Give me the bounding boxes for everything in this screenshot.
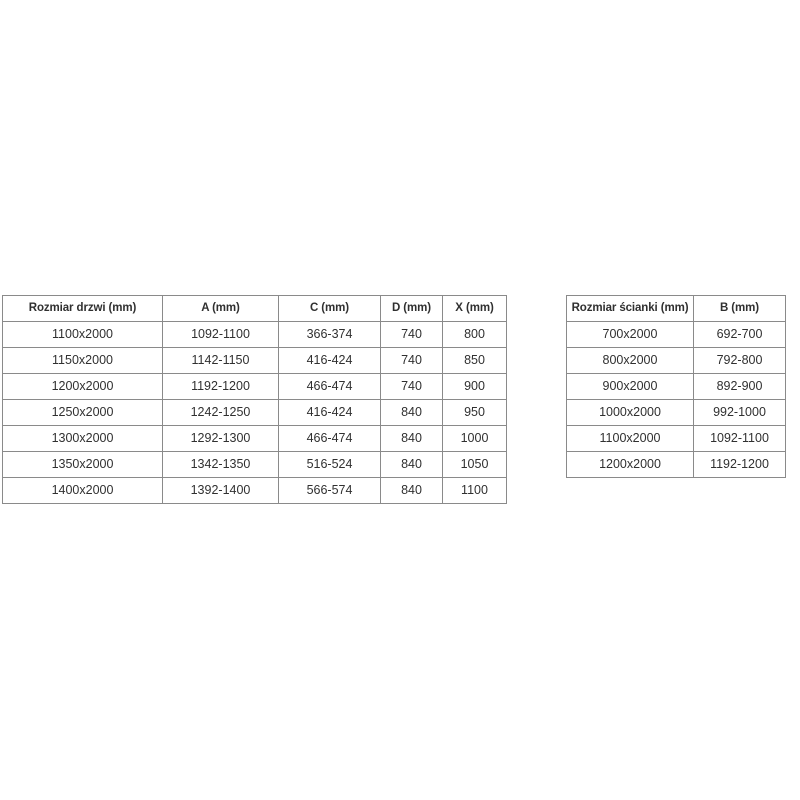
table-cell: 1250x2000	[3, 400, 163, 426]
table-row	[3, 348, 507, 374]
table-cell: 1350x2000	[3, 452, 163, 478]
column-header: X (mm)	[443, 296, 507, 322]
table-cell: 1092-1100	[163, 322, 279, 348]
table-cell: 1100	[443, 478, 507, 504]
table-cell: 416-424	[279, 400, 381, 426]
table-cell: 840	[381, 426, 443, 452]
table-row	[567, 322, 786, 348]
table-cell: 850	[443, 348, 507, 374]
table-row	[3, 374, 507, 400]
table-cell: 1392-1400	[163, 478, 279, 504]
table-cell: 1200x2000	[3, 374, 163, 400]
table-cell: 740	[381, 374, 443, 400]
table-cell: 800	[443, 322, 507, 348]
table-cell: 466-474	[279, 374, 381, 400]
table-cell: 1000x2000	[567, 400, 694, 426]
table-row	[3, 322, 507, 348]
door-size-table	[2, 295, 507, 504]
table-cell: 792-800	[694, 348, 786, 374]
table-cell: 1092-1100	[694, 426, 786, 452]
table-row	[567, 400, 786, 426]
table-cell: 892-900	[694, 374, 786, 400]
table-row	[3, 478, 507, 504]
table-cell: 700x2000	[567, 322, 694, 348]
table-cell: 1192-1200	[694, 452, 786, 478]
header-row	[3, 296, 507, 322]
table-cell: 1000	[443, 426, 507, 452]
column-header: D (mm)	[381, 296, 443, 322]
table-cell: 840	[381, 478, 443, 504]
header-row	[567, 296, 786, 322]
table-cell: 1142-1150	[163, 348, 279, 374]
table-cell: 1200x2000	[567, 452, 694, 478]
table-cell: 416-424	[279, 348, 381, 374]
wall-size-table	[566, 295, 786, 478]
column-header: B (mm)	[694, 296, 786, 322]
column-header: C (mm)	[279, 296, 381, 322]
table-row	[567, 374, 786, 400]
table-cell: 740	[381, 322, 443, 348]
table-cell: 900x2000	[567, 374, 694, 400]
table-cell: 692-700	[694, 322, 786, 348]
table-cell: 992-1000	[694, 400, 786, 426]
table-cell: 1150x2000	[3, 348, 163, 374]
table-cell: 740	[381, 348, 443, 374]
table-cell: 1242-1250	[163, 400, 279, 426]
table-cell: 366-374	[279, 322, 381, 348]
table-cell: 1100x2000	[3, 322, 163, 348]
column-header: A (mm)	[163, 296, 279, 322]
table-cell: 800x2000	[567, 348, 694, 374]
table-cell: 1342-1350	[163, 452, 279, 478]
table-row	[567, 426, 786, 452]
table-cell: 840	[381, 400, 443, 426]
table-row	[567, 452, 786, 478]
table-cell: 1050	[443, 452, 507, 478]
column-header: Rozmiar drzwi (mm)	[3, 296, 163, 322]
table-cell: 566-574	[279, 478, 381, 504]
table-row	[3, 452, 507, 478]
table-cell: 1300x2000	[3, 426, 163, 452]
table-cell: 900	[443, 374, 507, 400]
table-cell: 1192-1200	[163, 374, 279, 400]
column-header: Rozmiar ścianki (mm)	[567, 296, 694, 322]
table-row	[3, 426, 507, 452]
table-cell: 466-474	[279, 426, 381, 452]
table-cell: 1400x2000	[3, 478, 163, 504]
table-cell: 840	[381, 452, 443, 478]
table-row	[3, 400, 507, 426]
table-cell: 1100x2000	[567, 426, 694, 452]
table-cell: 516-524	[279, 452, 381, 478]
table-row	[567, 348, 786, 374]
table-cell: 1292-1300	[163, 426, 279, 452]
table-cell: 950	[443, 400, 507, 426]
